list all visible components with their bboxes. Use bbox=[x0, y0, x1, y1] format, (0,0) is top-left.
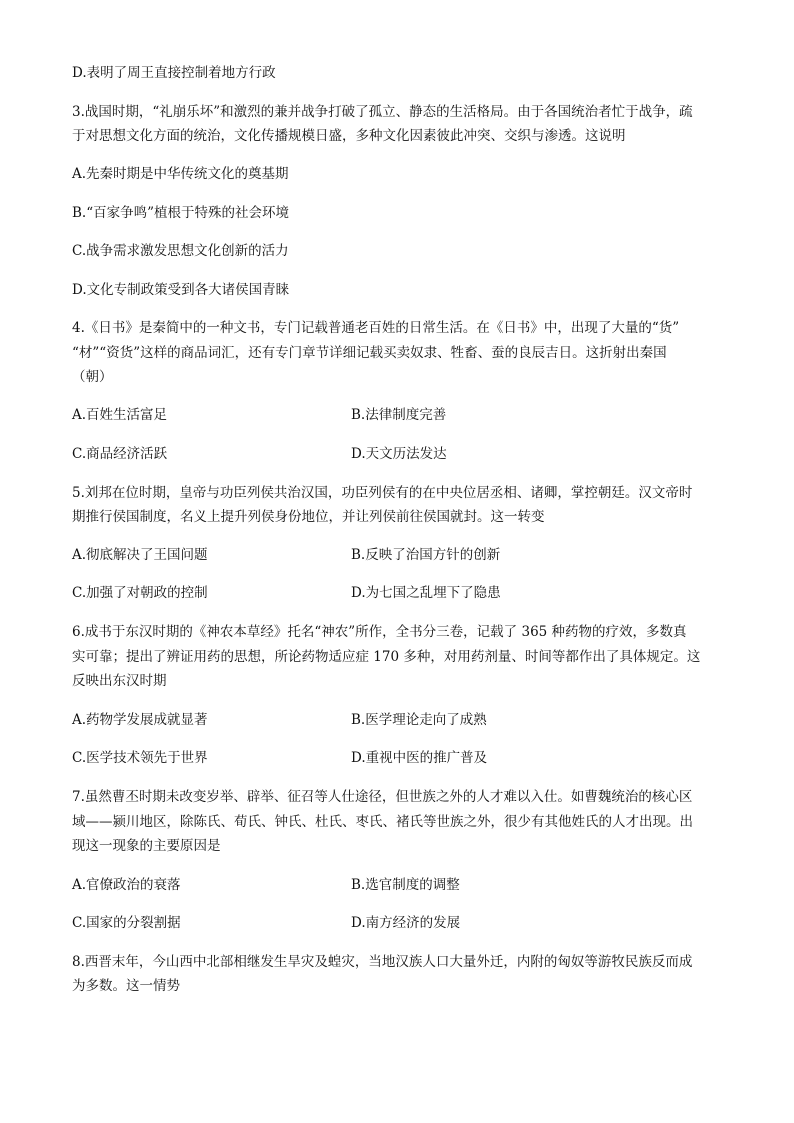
q6-option-d: D.重视中医的推广普及 bbox=[351, 750, 488, 766]
q4-option-d: D.天文历法发达 bbox=[351, 446, 447, 462]
q3-option-a: A.先秦时期是中华传统文化的奠基期 bbox=[72, 166, 289, 182]
q6-option-a: A.药物学发展成就显著 bbox=[72, 712, 208, 728]
q5-stem-line-2: 期推行侯国制度，名义上提升列侯身份地位，并让列侯前往侯国就封。这一转变 bbox=[72, 509, 545, 525]
q7-stem-line-1: 7.虽然曹丕时期未改变岁举、辟举、征召等人仕途径，但世族之外的人才难以入仕。如曹魏统治的核心区 bbox=[72, 789, 693, 805]
q5-stem-line-1: 5.刘邦在位时期，皇帝与功臣列侯共治汉国，功臣列侯有的在中央位居丞相、诸卿，掌控朝廷。汉文帝时 bbox=[72, 485, 693, 501]
q3-option-d: D.文化专制政策受到各大诸侯国青睐 bbox=[72, 282, 290, 298]
q5-option-b: B.反映了治国方针的创新 bbox=[351, 547, 501, 563]
q8-stem-line-1: 8.西晋末年，今山西中北部相继发生旱灾及蝗灾，当地汉族人口大量外迁，内附的匈奴等游牧民族反而成 bbox=[72, 954, 693, 970]
q4-option-a: A.百姓生活富足 bbox=[72, 407, 168, 423]
q4-stem-line-1: 4.《日书》是秦简中的一种文书，专门记载普通老百姓的日常生活。在《日书》中，出现了大量的“货” bbox=[72, 320, 680, 336]
q6-stem-line-1: 6.成书于东汉时期的《神农本草经》托名“神农”所作，全书分三卷，记载了 365 种药物的疗效，多数真 bbox=[72, 624, 687, 640]
q5-option-c: C.加强了对朝政的控制 bbox=[72, 585, 208, 601]
q7-option-b: B.选官制度的调整 bbox=[351, 877, 460, 893]
q6-option-b: B.医学理论走向了成熟 bbox=[351, 712, 487, 728]
q7-stem-line-3: 现这一现象的主要原因是 bbox=[72, 838, 221, 854]
q7-option-d: D.南方经济的发展 bbox=[351, 915, 461, 931]
q4-option-b: B.法律制度完善 bbox=[351, 407, 447, 423]
q5-option-a: A.彻底解决了王国问题 bbox=[72, 547, 208, 563]
q7-option-c: C.国家的分裂割据 bbox=[72, 915, 181, 931]
q3-option-c: C.战争需求激发思想文化创新的活力 bbox=[72, 243, 289, 259]
q6-stem-line-3: 反映出东汉时期 bbox=[72, 673, 167, 689]
q2-option-d: D.表明了周王直接控制着地方行政 bbox=[72, 65, 276, 81]
q4-stem-line-2: “材”“资货”这样的商品词汇，还有专门章节详细记载买卖奴隶、牲畜、蚕的良辰吉日。这折射出秦国 bbox=[72, 345, 667, 361]
q6-stem-line-2: 实可靠；提出了辨证用药的思想，所论药物适应症 170 多种，对用药剂量、时间等都作出了具体规定。这 bbox=[72, 649, 701, 665]
q7-stem-line-2: 域——颍川地区，除陈氏、荀氏、钟氏、杜氏、枣氏、褚氏等世族之外，很少有其他姓氏的人才出现。出 bbox=[72, 814, 693, 830]
q3-stem-line-2: 于对思想文化方面的统治，文化传播规模日盛，多种文化因素彼此冲突、交织与渗透。这说明 bbox=[72, 128, 626, 144]
q3-stem-line-1: 3.战国时期，“礼崩乐坏”和激烈的兼并战争打破了孤立、静态的生活格局。由于各国统治者忙于战争，疏 bbox=[72, 104, 693, 120]
q5-option-d: D.为七国之乱埋下了隐患 bbox=[351, 585, 501, 601]
q3-option-b: B.“百家争鸣”植根于特殊的社会环境 bbox=[72, 205, 290, 221]
q8-stem-line-2: 为多数。这一情势 bbox=[72, 978, 180, 994]
q7-option-a: A.官僚政治的衰落 bbox=[72, 877, 181, 893]
q6-option-c: C.医学技术领先于世界 bbox=[72, 750, 208, 766]
q4-option-c: C.商品经济活跃 bbox=[72, 446, 168, 462]
q4-stem-line-3: （朝） bbox=[72, 369, 113, 385]
